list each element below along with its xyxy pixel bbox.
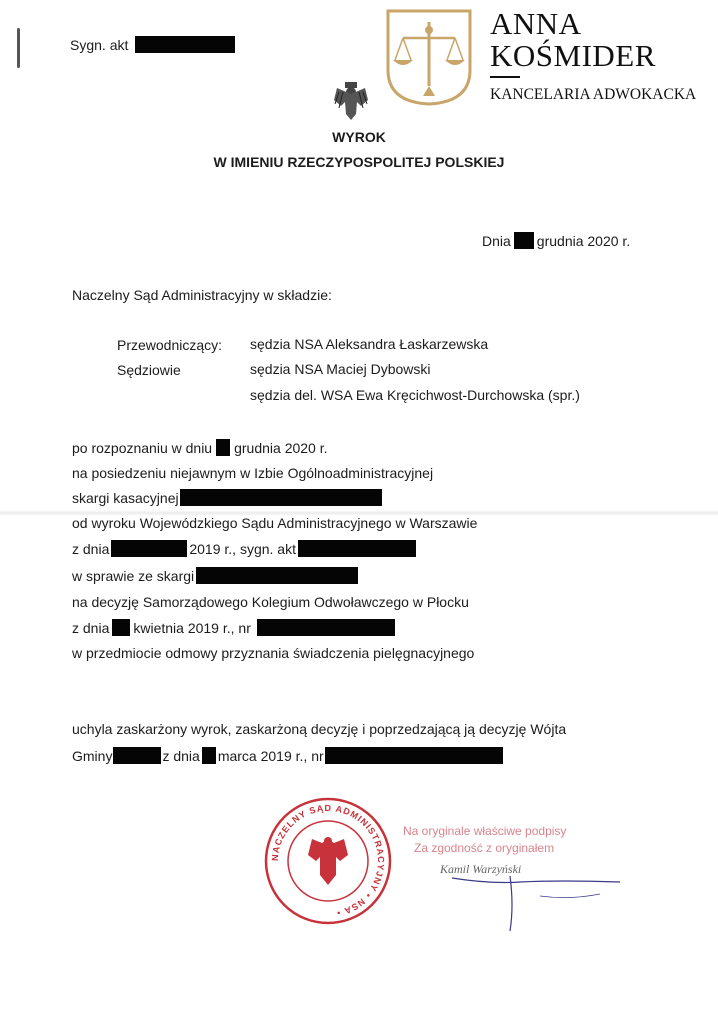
case-signature-label: Sygn. akt bbox=[70, 37, 129, 53]
logo-divider bbox=[490, 76, 520, 78]
signature bbox=[440, 862, 521, 877]
verdict-line-1: uchyla zaskarżony wyrok, zaskarżoną decyzję i poprzedzającą ją decyzję Wójta bbox=[72, 721, 567, 737]
chair-name: sędzia NSA Aleksandra Łaskarzewska bbox=[250, 336, 489, 352]
punch-mark bbox=[17, 28, 20, 68]
verdict-line-2 bbox=[72, 747, 503, 765]
body-text: marca 2019 r., nr bbox=[217, 748, 324, 764]
body-text: Gminy bbox=[72, 748, 113, 764]
body-line-7: na decyzję Samorządowego Kolegium Odwoławczego w Płocku bbox=[72, 594, 469, 610]
seal-text-path: NACZELNY SĄD ADMINISTRACYJNY • NSA • bbox=[269, 802, 387, 919]
body-text: po rozpoznaniu w dniu bbox=[72, 440, 213, 456]
body-line-5 bbox=[72, 540, 416, 558]
redaction-box bbox=[257, 619, 395, 636]
redaction-box bbox=[202, 747, 216, 764]
case-signature-line bbox=[70, 36, 235, 54]
body-text: z dnia bbox=[162, 748, 200, 764]
eagle-emblem bbox=[331, 80, 371, 122]
judgment-title: WYROK bbox=[332, 129, 386, 145]
chair-label: Przewodniczący: bbox=[117, 337, 223, 353]
seal-icon bbox=[262, 795, 394, 927]
redaction-box bbox=[196, 567, 358, 584]
judge-2-name: sędzia del. WSA Ewa Kręcichwost-Durchowska (spr.) bbox=[250, 387, 580, 403]
redaction-box bbox=[113, 747, 161, 764]
firm-name-first: ANNA bbox=[490, 6, 582, 41]
judgment-subtitle: W IMIENIU RZECZYPOSPOLITEJ POLSKIEJ bbox=[213, 154, 505, 170]
firm-logo bbox=[385, 8, 473, 106]
body-text: kwietnia 2019 r., nr bbox=[133, 620, 251, 636]
body-text: skargi kasacyjnej bbox=[72, 490, 179, 506]
judge-1-name: sędzia NSA Maciej Dybowski bbox=[250, 361, 431, 377]
body-line-2: na posiedzeniu niejawnym w Izbie Ogólnoadministracyjnej bbox=[72, 465, 434, 481]
certification-line-2: Za zgodność z oryginałem bbox=[414, 841, 555, 855]
body-line-3 bbox=[72, 489, 382, 507]
body-text: z dnia bbox=[72, 541, 110, 557]
date-prefix: Dnia bbox=[482, 233, 511, 249]
redaction-box bbox=[298, 540, 416, 557]
redaction-box bbox=[216, 439, 230, 456]
body-text: 2019 r., sygn. akt bbox=[189, 541, 296, 557]
body-text: z dnia bbox=[72, 620, 110, 636]
scales-of-justice-icon bbox=[385, 8, 473, 106]
body-text: w sprawie ze skargi bbox=[72, 568, 195, 584]
eagle-icon bbox=[331, 80, 371, 122]
signature-stroke bbox=[450, 876, 635, 936]
body-line-1 bbox=[72, 439, 328, 457]
body-text: grudnia 2020 r. bbox=[234, 440, 328, 456]
judges-label: Sędziowie bbox=[117, 362, 181, 378]
judgment-date bbox=[482, 232, 630, 250]
body-line-4: od wyroku Wojewódzkiego Sądu Administracyjnego w Warszawie bbox=[72, 515, 478, 531]
redaction-box bbox=[180, 489, 382, 506]
body-line-8 bbox=[72, 619, 395, 637]
signature-text: Kamil Warzyński bbox=[440, 862, 522, 876]
date-suffix: grudnia 2020 r. bbox=[536, 233, 631, 249]
firm-name-last: KOŚMIDER bbox=[490, 38, 656, 73]
certification-line-1: Na oryginale właściwe podpisy bbox=[403, 824, 567, 838]
court-intro: Naczelny Sąd Administracyjny w składzie: bbox=[72, 287, 332, 303]
redaction-box bbox=[325, 747, 503, 764]
redaction-box bbox=[135, 36, 235, 53]
redaction-box bbox=[112, 619, 130, 636]
court-seal-stamp bbox=[262, 795, 394, 927]
firm-subtitle: KANCELARIA ADWOKACKA bbox=[490, 86, 697, 103]
redaction-box bbox=[111, 540, 187, 557]
body-line-6 bbox=[72, 567, 358, 585]
body-line-9: w przedmiocie odmowy przyznania świadczenia pielęgnacyjnego bbox=[72, 645, 475, 661]
redaction-box bbox=[514, 232, 534, 249]
